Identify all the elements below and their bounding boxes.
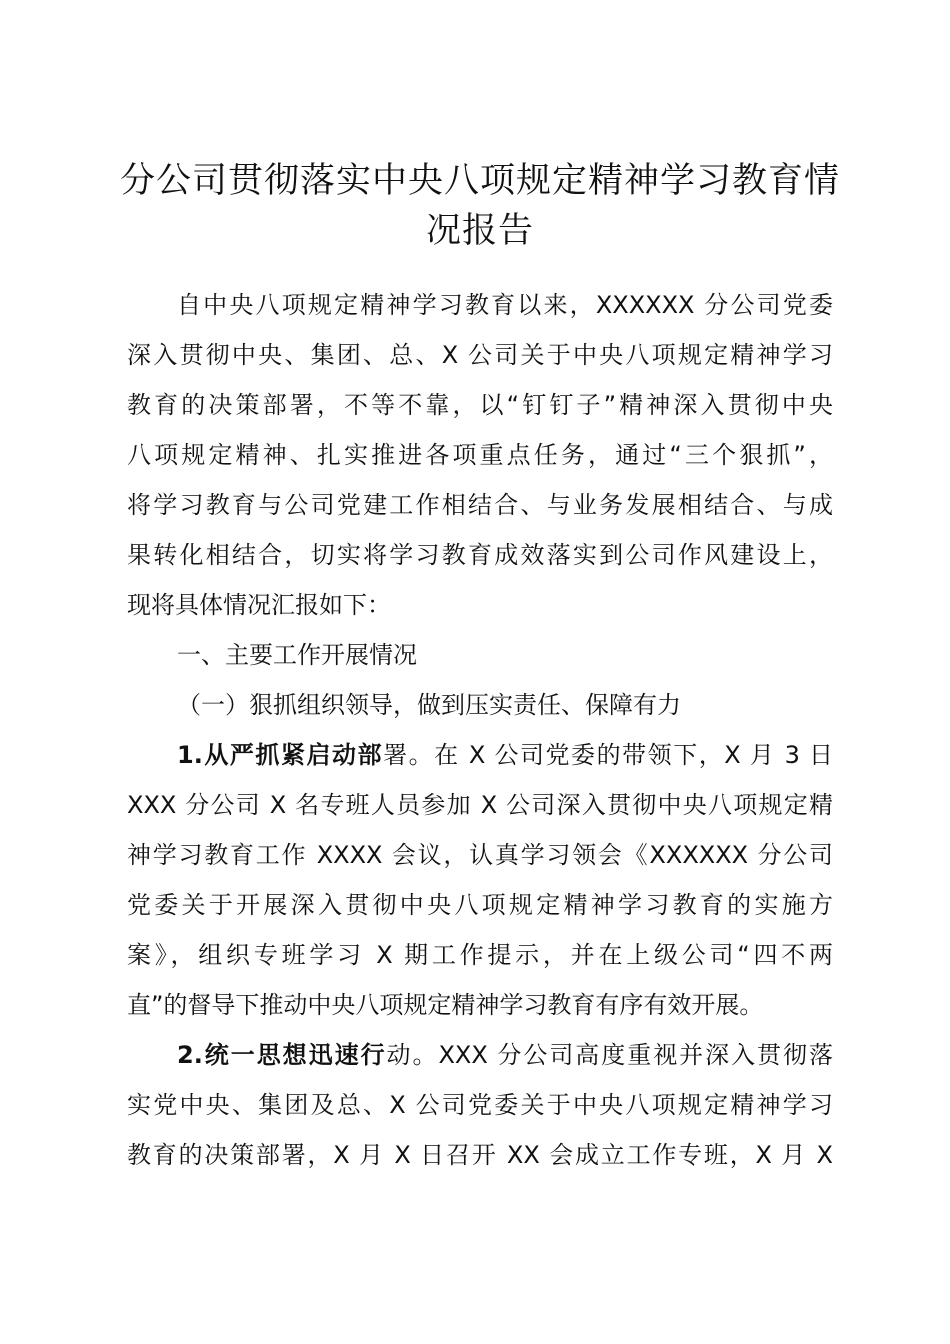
item-1-first-line [177,730,833,780]
intro-line-4: 八项规定精神、扎实推进各项重点任务，通过“三个狠抓”， [127,441,833,469]
item-1-line-5: 案》，组织专班学习 X 期工作提示，并在上级公司“四不两 [127,941,833,969]
intro-line-5: 将学习教育与公司党建工作相结合、与业务发展相结合、与成 [127,491,833,519]
item-2-bold-lead: 2.统一思想迅速行 [177,1041,387,1069]
item-1-line-3: 神学习教育工作 XXXX 会议，认真学习领会《XXXXXX 分公司 [127,841,833,869]
document-title-line-2: 况报告 [425,211,534,251]
intro-line-6: 果转化相结合，切实将学习教育成效落实到公司作风建设上， [127,541,833,569]
subsection-heading: （一）狠抓组织领导，做到压实责任、保障有力 [177,691,681,719]
item-2-line-2: 实党中央、集团及总、X 公司党委关于中央八项规定精神学习 [127,1091,833,1119]
item-1-first-line-rest: 署。在 X 公司党委的带领下，X 月 3 日 [383,741,833,769]
item-1-line-4: 党委关于开展深入贯彻中央八项规定精神学习教育的实施方 [127,891,833,919]
section-heading: 一、主要工作开展情况 [177,641,417,669]
item-1-bold-lead: 1.从严抓紧启动部 [177,741,384,769]
item-1-line-6: 直”的督导下推动中央八项规定精神学习教育有序有效开展。 [127,991,764,1019]
intro-line-1: 自中央八项规定精神学习教育以来，XXXXXX 分公司党委 [177,291,833,319]
item-1-line-2: XXX 分公司 X 名专班人员参加 X 公司深入贯彻中央八项规定精 [127,791,833,819]
intro-line-3: 教育的决策部署，不等不靠，以“钉钉子”精神深入贯彻中央 [127,391,833,419]
item-2-first-line [177,1030,833,1080]
intro-line-7: 现将具体情况汇报如下： [127,591,391,619]
intro-line-2: 深入贯彻中央、集团、总、X 公司关于中央八项规定精神学习 [127,341,833,369]
document-title-line-1: 分公司贯彻落实中央八项规定精神学习教育情 [120,161,841,201]
item-2-line-3: 教育的决策部署，X 月 X 日召开 XX 会成立工作专班，X 月 X [127,1141,833,1169]
item-2-first-line-rest: 动。XXX 分公司高度重视并深入贯彻落 [386,1041,833,1069]
